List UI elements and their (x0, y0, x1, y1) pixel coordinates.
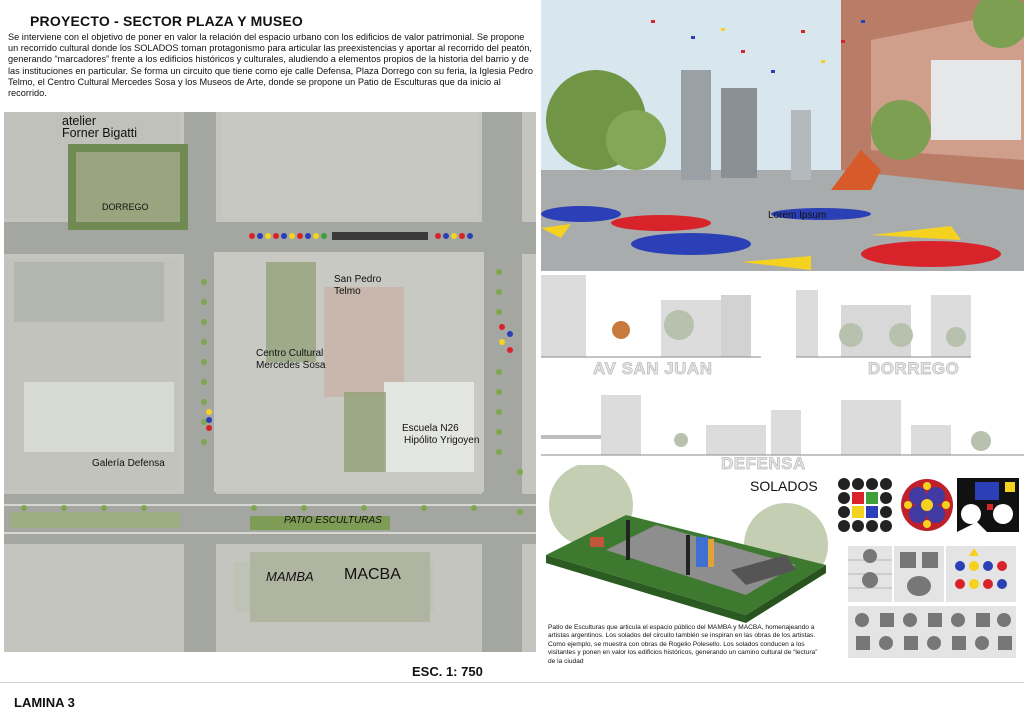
site-plan-map (4, 112, 536, 652)
paving-pattern-1 (836, 476, 896, 532)
intro-text: Se interviene con el objetivo de poner en valor la relación del espacio urbano con los edificios de valor patrimonial. Se propone un recorrido cultural donde los SOLADOS toman protagonismo para articular las preexistencias y aportar al recorrido del peatón, generando “marcadores” frente a los edificios históricos y culturales, aludiendo a elementos propios de la historia del barrio y de las instituciones en particular. Se forma un circuito que tiene como eje calle Defensa, Plaza Dorrego con su feria, la Iglesia Pedro Telmo, el Centro Cultural Mercedes Sosa y los Museos de Arte, donde se propone un Patio de Esculturas que da inicio al recorrido. (8, 32, 533, 99)
label-hipolito: Hipólito Yrigoyen (404, 435, 480, 446)
label-galeria-defensa: Galería Defensa (92, 458, 165, 469)
label-telmo: Telmo (334, 286, 361, 297)
label-atelier: atelier (62, 114, 97, 128)
paving-pattern-2 (898, 476, 956, 534)
section-label-dorrego: DORREGO (868, 359, 960, 378)
label-mercedes-sosa: Mercedes Sosa (256, 360, 326, 371)
street-render (541, 0, 1024, 271)
paving-pattern-6 (946, 546, 1016, 602)
solados-title: SOLADOS (750, 478, 818, 494)
footer-divider (0, 682, 1024, 683)
scale-label: ESC. 1: 750 (412, 664, 483, 679)
sheet-number: LAMINA 3 (14, 695, 75, 710)
paving-pattern-4 (848, 546, 892, 602)
section-label-av-san-juan: AV SAN JUAN (593, 359, 713, 378)
street-defensa (184, 112, 216, 652)
solados-caption: Patio de Esculturas que articula el espacio público del MAMBA y MACBA, homenajeando a artistas argentinos. Los solados del circuito también se inspiran en las obras de los artistas. Como ejemplo, se muestra con obras de Rogelio Polesello. Los solados conducen a los visitantes y ponen en valor los edificios históricos, generando un camino cultural de “lectura” de la ciudad (548, 624, 818, 665)
label-san-pedro: San Pedro (334, 274, 382, 285)
street-sections (541, 275, 1024, 475)
render-label: Lorem Ipsum (768, 210, 827, 221)
paving-pattern-3 (957, 478, 1019, 532)
label-centro-cultural: Centro Cultural (256, 348, 324, 359)
label-patio-esculturas: PATIO ESCULTURAS (284, 515, 382, 526)
label-mamba: MAMBA (266, 569, 314, 584)
label-macba: MACBA (344, 566, 401, 583)
section-label-defensa: DEFENSA (721, 454, 806, 473)
page-title: PROYECTO - SECTOR PLAZA Y MUSEO (30, 13, 304, 29)
paving-pattern-7 (848, 606, 1016, 658)
paving-pattern-5 (894, 546, 944, 602)
render-drawing (541, 0, 1024, 271)
label-dorrego: DORREGO (102, 202, 149, 212)
label-forner-bigatti: Forner Bigatti (62, 126, 138, 140)
label-escuela: Escuela N26 (402, 423, 459, 434)
